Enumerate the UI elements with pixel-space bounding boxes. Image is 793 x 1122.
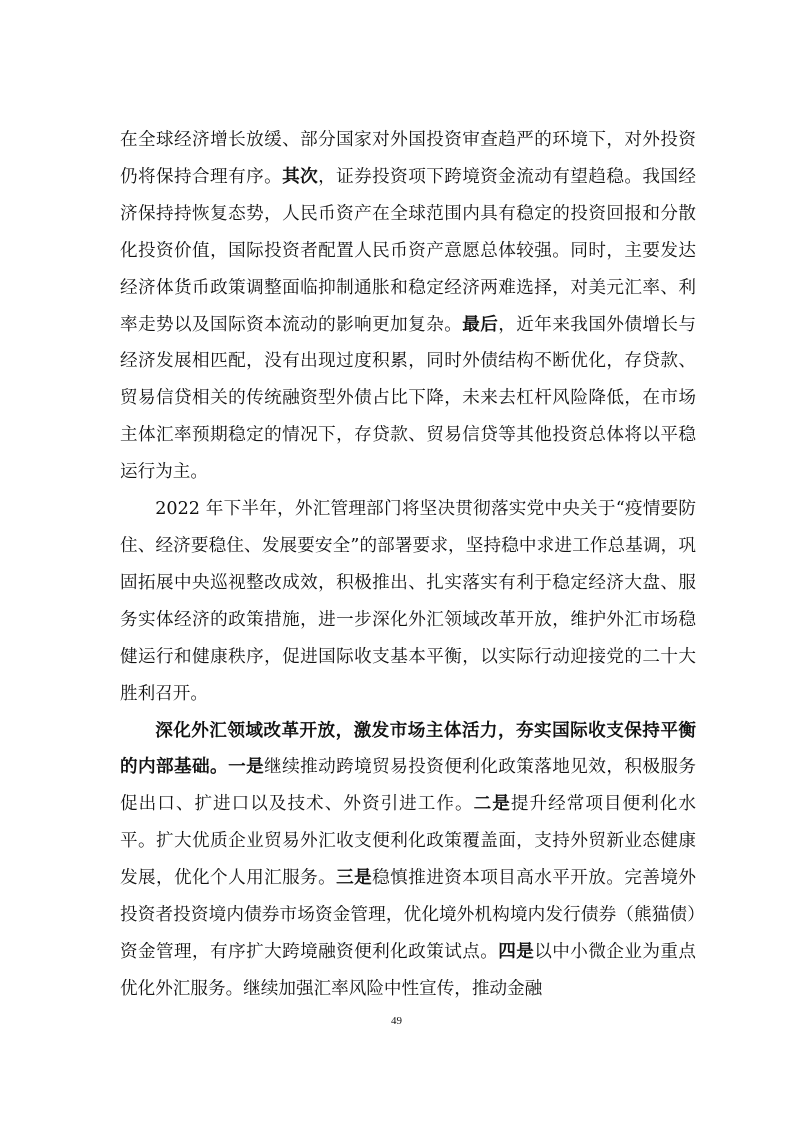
bold-text-segment: 二是 xyxy=(473,793,511,815)
text-segment: 稳慎推进资本项目高水平开放。完善境外投资者投资境内债券市场资金管理，优化境外机构境内发行债券（熊猫债）资金管理，有序扩大跨境融资便利化政策试点。 xyxy=(120,868,696,962)
body-text xyxy=(120,122,696,1008)
text-segment: 继续推动跨境贸易投资便利化政策落地见效，积极服务促出口、扩进口以及技术、外资引进工作。 xyxy=(120,757,696,815)
text-segment: 2022 年下半年，外汇管理部门将坚决贯彻落实党中央关于“疫情要防住、经济要稳住、发展要安全”的部署要求，坚持稳中求进工作总基调，巩固拓展中央巡视整改成效，积极推出、扎实落实有利于稳定经济大盘、服务实体经济的政策措施，进一步深化外汇领域改革开放，维护外汇市场稳健运行和健康秩序，促进国际收支基本平衡，以实际行动迎接党的二十大胜利召开。 xyxy=(120,499,696,704)
paragraph-3 xyxy=(120,713,696,1008)
text-segment: 以中小微企业为重点优化外汇服务。继续加强汇率风险中性宣传，推动金融 xyxy=(120,941,696,999)
bold-text-segment: 四是 xyxy=(498,940,535,962)
bold-text-segment: 其次 xyxy=(282,165,319,187)
bold-text-segment: 一是 xyxy=(228,756,265,778)
text-segment: 在全球经济增长放缓、部分国家对外国投资审查趋严的环境下，对外投资仍将保持合理有序。 xyxy=(120,130,696,187)
paragraph-1 xyxy=(120,122,696,491)
text-segment: ，证券投资项下跨境资金流动有望趋稳。我国经济保持持恢复态势，人民币资产在全球范围内具有稳定的投资回报和分散化投资价值，国际投资者配置人民币资产意愿总体较强。同时，主要发达经济体货币政策调整面临抑制通胀和稳定经济两难选择，对美元汇率、利率走势以及国际资本流动的影响更加复杂。 xyxy=(120,166,696,335)
bold-text-segment: 深化外汇领域改革开放，激发市场主体活力，夯实国际收支保持平衡的内部基础。 xyxy=(120,719,696,778)
bold-text-segment: 三是 xyxy=(336,867,373,889)
page-number: 49 xyxy=(391,1015,402,1027)
bold-text-segment: 最后 xyxy=(462,313,499,335)
paragraph-2 xyxy=(120,491,696,712)
text-segment: 提升经常项目便利化水平。扩大优质企业贸易外汇收支便利化政策覆盖面，支持外贸新业态健康发展，优化个人用汇服务。 xyxy=(120,794,696,889)
text-segment: ，近年来我国外债增长与经济发展相匹配，没有出现过度积累，同时外债结构不断优化，存贷款、贸易信贷相关的传统融资型外债占比下降，未来去杠杆风险降低，在市场主体汇率预期稳定的情况下，存贷款、贸易信贷等其他投资总体将以平稳运行为主。 xyxy=(120,314,696,483)
